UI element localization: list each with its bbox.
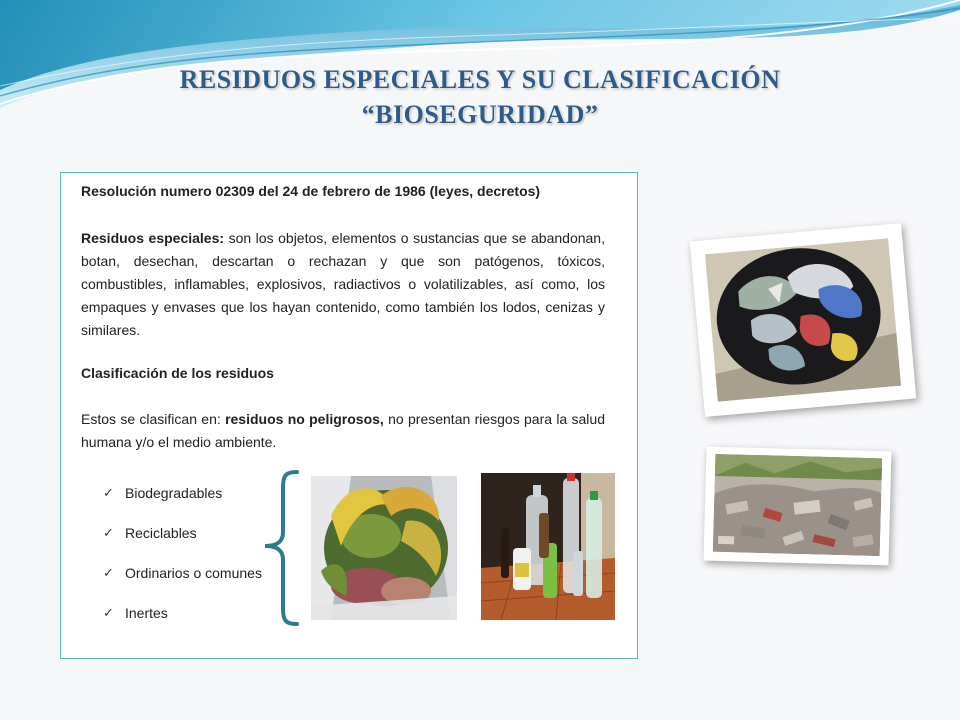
classification-heading: Clasificación de los residuos <box>81 365 274 381</box>
trash-bag-photo-frame <box>690 223 917 417</box>
slide-title-line1: RESIDUOS ESPECIALES Y SU CLASIFICACIÓN <box>179 65 781 94</box>
rubble-photo-frame <box>704 447 892 566</box>
rubble-photo <box>713 454 883 556</box>
resolution-text: Resolución numero 02309 del 24 de febrero de 1986 (leyes, decretos) <box>81 183 541 199</box>
list-item: ✓ Inertes <box>103 605 168 621</box>
document-box <box>60 172 638 659</box>
check-icon: ✓ <box>103 565 114 580</box>
check-icon: ✓ <box>103 485 114 500</box>
category-list <box>103 473 283 633</box>
list-item: ✓ Ordinarios o comunes <box>103 565 262 581</box>
curly-brace-icon <box>257 468 307 628</box>
slide-title-line2: “BIOSEGURIDAD” <box>361 100 599 129</box>
slide-title <box>0 62 960 132</box>
definition-term: Residuos especiales: <box>81 230 225 246</box>
definition-paragraph <box>81 227 605 342</box>
recyclable-bottles-photo <box>481 473 615 620</box>
organic-waste-photo <box>311 476 457 620</box>
list-item: ✓ Reciclables <box>103 525 197 541</box>
classification-intro: Estos se clasifican en: residuos no peligrosos, no presentan riesgos para la salud humana y/o el medio ambiente. <box>81 411 605 450</box>
check-icon: ✓ <box>103 525 114 540</box>
check-icon: ✓ <box>103 605 114 620</box>
definition-text: son los objetos, elementos o sustancias que se abandonan, botan, desechan, descartan o rechazan y que son patógenos, tóxicos, combustibles, inflamables, explosivos, radiactivos o volatilizables, así como, los empaques y envases que los hayan contenido, como también los lodos, cenizas y similares. <box>81 230 605 338</box>
list-item: ✓ Biodegradables <box>103 485 223 501</box>
trash-bag-photo <box>705 238 901 401</box>
